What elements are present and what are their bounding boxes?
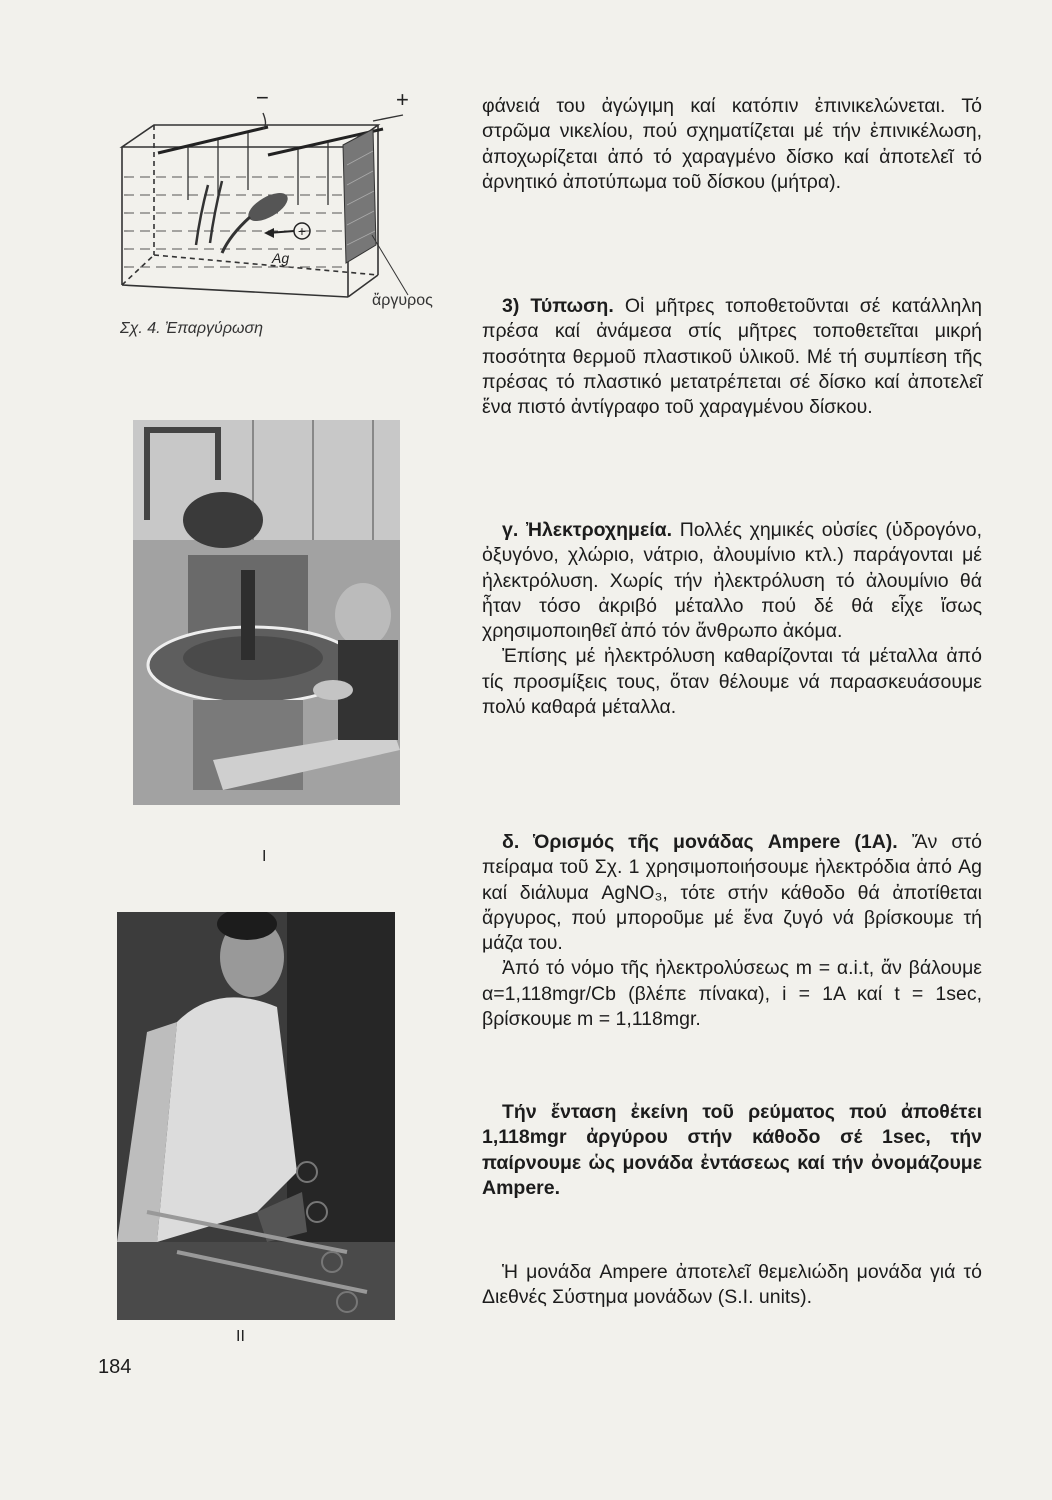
page-number: 184: [98, 1356, 132, 1378]
ag-label: Ag: [272, 250, 290, 266]
intro-text: φάνειά του ἀγώγιμη καί κατόπιν ἐπινικελώνεται. Τό στρῶμα νικελίου, πού σχηματίζεται μέ τήν ἐπινικέλωση, ἀποχωρίζεται ἀπό τό χαραγμένο δίσκο καί ἀποτελεῖ τό ἀρνητικό ἀποτύπωμα τοῦ δίσκου (μήτρα).: [482, 95, 982, 193]
silver-label: ἄργυρος: [372, 292, 433, 309]
electrochemistry-body-2: Ἐπίσης μέ ἠλεκτρόλυση καθαρίζονται τά μέταλλα ἀπό τίς προσμίξεις τους, ὅταν θέλουμε νά παρασκευάσουμε πολύ καθαρά μέταλλα.: [482, 645, 982, 719]
printing-heading: 3) Τύπωση.: [502, 295, 614, 317]
section-ampere: [482, 830, 982, 1032]
photo-worker: [117, 912, 395, 1320]
electrochemistry-heading: γ. Ἠλεκτροχημεία.: [502, 519, 673, 541]
electroplating-diagram: [118, 85, 448, 325]
final-note: [482, 1260, 982, 1311]
section-printing: [482, 294, 982, 420]
paragraph-intro: [482, 94, 982, 195]
figure-caption: Σχ. 4. Ἐπαργύρωση: [120, 320, 263, 337]
final-text: Ἡ μονάδα Ampere ἀποτελεῖ θεμελιώδη μονάδα γιά τό Διεθνές Σύστημα μονάδων (S.I. units).: [482, 1261, 982, 1309]
ampere-definition: [482, 1100, 982, 1201]
ampere-heading: δ. Ὁρισμός τῆς μονάδας Ampere (1A).: [502, 831, 898, 853]
definition-text: Τήν ἔνταση ἐκείνη τοῦ ρεύματος πού ἀποθέτει 1,118mgr ἀργύρου στήν κάθοδο σέ 1sec, τήν παίρνουμε ὡς μονάδα ἐντάσεως καί τήν ὀνομάζουμε Ampere.: [482, 1101, 982, 1199]
photo-label-ii: II: [236, 1328, 245, 1345]
ampere-body-2: Ἀπό τό νόμο τῆς ἠλεκτρολύσεως m = α.i.t, ἄν βάλουμε α=1,118mgr/Cb (βλέπε πίνακα), i = 1A καί t = 1sec, βρίσκουμε m = 1,118mgr.: [482, 957, 982, 1031]
plus-sign: +: [396, 87, 409, 112]
electrochemistry-body: Πολλές χημικές οὐσίες (ὑδρογόνο, ὀξυγόνο, χλώριο, νάτριο, ἀλουμίνιο κτλ.) παράγονται μέ ἠλεκτρόλυση. Χωρίς τήν ἠλεκτρόλυση τό ἀλουμίνιο θά ἦταν τόσο ἀκριβό μέταλλο πού δέ θά εἶχε ἴσως χρησιμοποιηθεῖ ἀπό τόν ἄνθρωπο ἀκόμα.: [482, 519, 982, 643]
ampere-body: Ἄν στό πείραμα τοῦ Σχ. 1 χρησιμοποιήσουμε ἠλεκτρόδια ἀπό Ag καί διάλυμα AgNO₃, τότε στήν κάθοδο θά ἀποτίθεται ἄργυρος, πού μποροῦμε μέ ἕνα ζυγό νά βρίσκουμε τή μάζα του.: [482, 831, 982, 955]
section-electrochemistry: [482, 518, 982, 720]
photo-press-machine: [133, 420, 400, 805]
minus-sign: −: [256, 85, 269, 110]
printing-body: Οἱ μῆτρες τοποθετοῦνται σέ κατάλληλη πρέσα καί ἀνάμεσα στίς μῆτρες τοποθετεῖται μικρή ποσότητα θερμοῦ πλαστικοῦ ὑλικοῦ. Μέ τή συμπίεση τῆς πρέσας τό πλαστικό μετατρέπεται σέ δίσκο καί ἀποτελεῖ ἕνα πιστό ἀντίγραφο τοῦ χαραγμένου δίσκου.: [482, 295, 982, 419]
ion-sign: +: [297, 223, 307, 239]
photo-label-i: I: [262, 848, 267, 865]
